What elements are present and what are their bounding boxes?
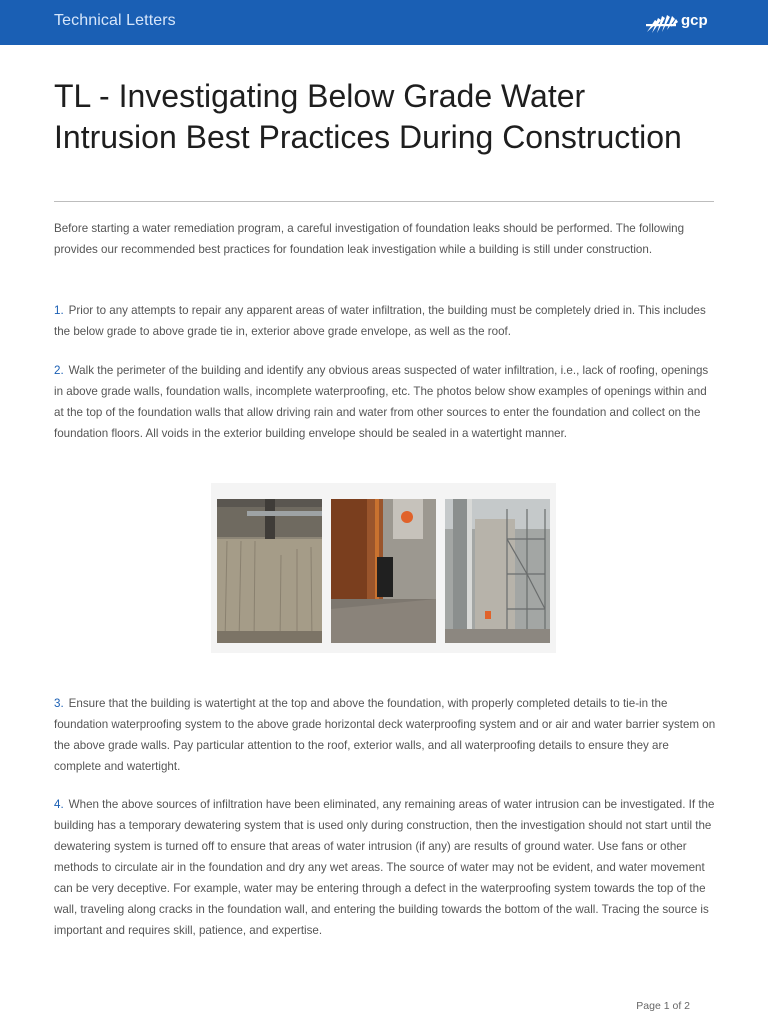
step-number: 2. [54,364,64,377]
step-number: 1. [54,304,64,317]
logo-text: gcp [681,12,708,29]
page-number: Page 1 of 2 [636,1000,690,1012]
intro-paragraph: Before starting a water remediation program, a careful investigation of foundation leaks should be performed. The following provides our recommended best practices for foundation leak investigation while a building is still under construction. [54,222,685,256]
header-bar [0,0,768,45]
step-text: Prior to any attempts to repair any apparent areas of water infiltration, the building must be completely dried in. This includes the below grade to above grade tie in, exterior above grade envelope, as well as the roof. [54,304,706,338]
gcp-logo [645,10,715,36]
photo-foundation-wall [217,499,322,643]
step-text: Ensure that the building is watertight at the top and above the foundation, with properly completed details to tie-in the foundation waterproofing system to the above grade horizontal deck waterproofing system and or air and water barrier system on the above grade walls. Pay particular attention to the roof, exterior walls, and all waterproofing details to ensure they are complete and watertight. [54,697,716,773]
photo-strip [211,483,556,653]
title-divider [54,201,714,202]
step-text: When the above sources of infiltration have been eliminated, any remaining areas of water intrusion can be investigated. If the building has a temporary dewatering system that is used only during construction, then the investigation should not start until the dewatering system is turned off to ensure that areas of water intrusion (if any) are results of ground water. Use fans or other methods to circulate air in the foundation and dry any wet areas. The source of water may not be evident, and water movement can be very deceptive. For example, water may be entering through a defect in the waterproofing system towards the top of the wall, traveling along cracks in the foundation wall, and entering the building towards the bottom of the wall. Tracing the source is important and requires skill, patience, and expertise. [54,798,715,937]
step-3 [54,693,716,777]
step-text: Walk the perimeter of the building and identify any obvious areas suspected of water infiltration, i.e., lack of roofing, openings in above grade walls, foundation walls, incomplete waterproofing, etc. The photos below show examples of openings within and at the top of the foundation walls that allow driving rain and water from other sources to enter the foundation and collect on the foundation floors. All voids in the exterior building envelope should be sealed in a watertight manner. [54,364,709,440]
step-number: 3. [54,697,64,710]
section-title: Technical Letters [54,12,176,29]
step-1 [54,300,716,342]
step-2 [54,360,716,444]
document-title: TL - Investigating Below Grade Water Intrusion Best Practices During Construction [54,78,682,155]
photo-interior-scaffold [445,499,550,643]
step-4 [54,794,716,941]
gcp-logo-icon [645,10,681,36]
step-number: 4. [54,798,64,811]
photo-wall-opening [331,499,436,643]
